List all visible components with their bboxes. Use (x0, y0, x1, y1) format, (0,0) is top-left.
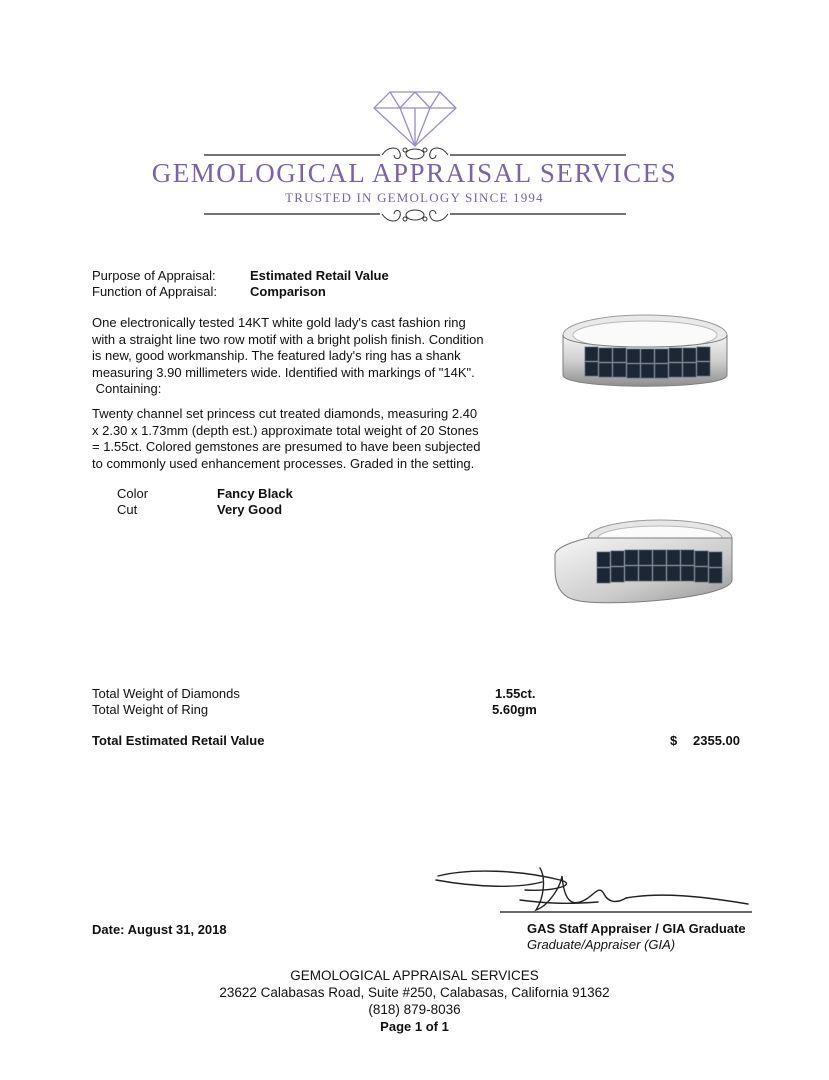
purpose-label: Purpose of Appraisal: (92, 268, 216, 283)
ring-photo-angle (545, 510, 745, 620)
ring-photo-front (545, 305, 745, 410)
description-line: measuring 3.90 millimeters wide. Identified with markings of "14K". (92, 364, 475, 380)
company-name: GEMOLOGICAL APPRAISAL SERVICES (151, 158, 678, 188)
footer-phone: (818) 879-8036 (368, 1002, 461, 1017)
footer-address: 23622 Calabasas Road, Suite #250, Calabasas, California 91362 (219, 985, 610, 1000)
signature-date: Date: August 31, 2018 (92, 922, 227, 937)
footer-company: GEMOLOGICAL APPRAISAL SERVICES (290, 968, 539, 983)
header-bottom-rule (200, 203, 630, 227)
stones-line: = 1.55ct. Colored gemstones are presumed to have been subjected (92, 439, 481, 454)
function-label: Function of Appraisal: (92, 284, 218, 299)
cut-label: Cut (117, 502, 138, 517)
stones-paragraph (92, 406, 512, 472)
company-tagline: TRUSTED IN GEMOLOGY SINCE 1994 (285, 190, 544, 205)
total-diamonds-label: Total Weight of Diamonds (92, 686, 240, 701)
total-retail-value: 2355.00 (693, 733, 740, 748)
stones-line: Twenty channel set princess cut treated diamonds, measuring 2.40 (92, 406, 478, 421)
description-paragraph (92, 315, 512, 398)
appraiser-subtitle: Graduate/Appraiser (GIA) (527, 937, 676, 952)
description-line: is new, good workmanship. The featured lady's ring has a shank (92, 348, 461, 363)
purpose-value: Estimated Retail Value (250, 268, 389, 283)
cut-value: Very Good (217, 502, 283, 517)
diamond-logo-icon (370, 88, 460, 148)
total-ring-label: Total Weight of Ring (92, 702, 209, 717)
footer-page-number: Page 1 of 1 (380, 1019, 449, 1034)
color-value: Fancy Black (217, 486, 293, 501)
total-ring-value: 5.60gm (492, 702, 537, 717)
function-value: Comparison (250, 284, 326, 299)
currency-symbol: $ (670, 733, 678, 748)
total-diamonds-value: 1.55ct. (495, 686, 536, 701)
description-line: One electronically tested 14KT white gold lady's cast fashion ring (92, 315, 466, 330)
description-line: Containing: (92, 381, 162, 396)
appraiser-signature (430, 858, 760, 928)
total-retail-label: Total Estimated Retail Value (92, 733, 265, 748)
appraiser-title: GAS Staff Appraiser / GIA Graduate (527, 921, 746, 936)
description-line: with a straight line two row motif with a bright polish finish. Condition (92, 331, 484, 347)
color-label: Color (117, 486, 149, 501)
stones-line: to commonly used enhancement processes. Graded in the setting. (92, 455, 475, 471)
stones-line: x 2.30 x 1.73mm (depth est.) approximate total weight of 20 Stones (92, 422, 479, 438)
